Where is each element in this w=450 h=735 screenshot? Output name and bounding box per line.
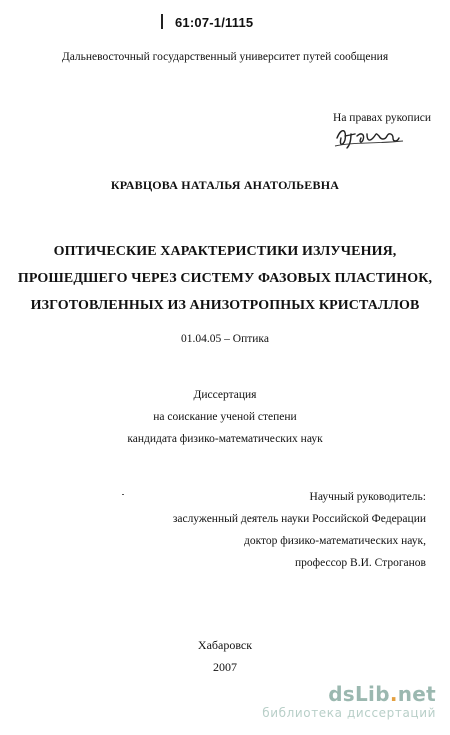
degree-line: на соискание ученой степени	[153, 411, 297, 423]
margin-mark	[161, 14, 163, 29]
watermark-logo-part: dsLib	[328, 682, 390, 706]
scan-speck	[122, 494, 124, 495]
advisor-line: доктор физико-математических наук,	[243, 535, 426, 547]
title-line: ИЗГОТОВЛЕННЫХ ИЗ АНИЗОТРОПНЫХ КРИСТАЛЛОВ	[30, 298, 420, 313]
degree-line: Диссертация	[193, 389, 257, 401]
author-name: КРАВЦОВА НАТАЛЬЯ АНАТОЛЬЕВНА	[110, 178, 340, 192]
dissertation-title	[0, 238, 450, 319]
advisor-line: Научный руководитель:	[309, 491, 426, 503]
handwritten-signature	[333, 124, 413, 150]
title-line: ОПТИЧЕСКИЕ ХАРАКТЕРИСТИКИ ИЗЛУЧЕНИЯ,	[53, 244, 397, 259]
university-name: Дальневосточный государственный университет путей сообщения	[61, 51, 389, 63]
catalog-code: 61:07-1/1115	[175, 15, 254, 30]
dissertation-degree	[0, 384, 450, 450]
year: 2007	[213, 660, 237, 674]
specialty-code: 01.04.05 – Оптика	[181, 333, 269, 345]
dslib-watermark	[262, 683, 436, 721]
degree-line: кандидата физико-математических наук	[127, 433, 323, 445]
manuscript-rights: На правах рукописи	[333, 112, 431, 124]
watermark-subtitle: библиотека диссертаций	[262, 706, 436, 720]
advisor-line: заслуженный деятель науки Российской Федерации	[172, 513, 426, 525]
title-line: ПРОШЕДШЕГО ЧЕРЕЗ СИСТЕМУ ФАЗОВЫХ ПЛАСТИНОК,	[17, 271, 433, 286]
watermark-logo-part: net	[397, 682, 436, 706]
watermark-logo-dot: .	[389, 682, 398, 706]
advisor-line: профессор В.И. Строганов	[294, 557, 426, 569]
scientific-advisor	[173, 486, 426, 574]
city-year	[0, 634, 450, 678]
watermark-logo	[262, 683, 436, 705]
city: Хабаровск	[197, 638, 253, 652]
